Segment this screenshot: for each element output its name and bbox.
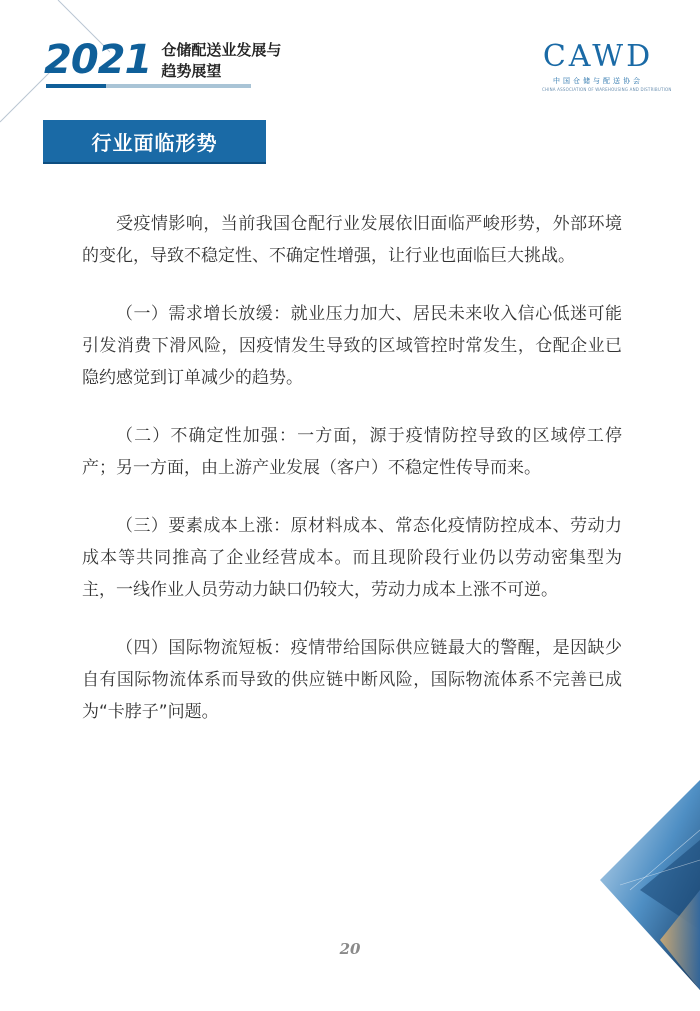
report-header: [44, 38, 281, 88]
page-number: 20: [339, 940, 361, 958]
paragraph-uncertainty: （二）不确定性加强：一方面，源于疫情防控导致的区域停工停产；另一方面，由上游产业发展（客户）不稳定性传导而来。: [82, 426, 622, 478]
paragraph-costs: （三）要素成本上涨：原材料成本、常态化疫情防控成本、劳动力成本等共同推高了企业经营成本。而且现阶段行业仍以劳动密集型为主，一线作业人员劳动力缺口仍较大，劳动力成本上涨不可逆。: [82, 516, 622, 600]
decorative-city-image: [600, 780, 700, 990]
paragraph-international: （四）国际物流短板：疫情带给国际供应链最大的警醒，是因缺少自有国际物流体系而导致的供应链中断风险，国际物流体系不完善已成为“卡脖子”问题。: [82, 638, 622, 722]
cawd-logo: [542, 39, 672, 92]
logo-english-name: CHINA ASSOCIATION OF WAREHOUSING AND DISTRIBUTION: [542, 87, 672, 92]
report-title: [161, 40, 281, 82]
report-title-line2: 趋势展望: [161, 62, 222, 80]
body-content: [82, 208, 622, 754]
report-year: 2021: [44, 37, 152, 83]
section-title: 行业面临形势: [91, 130, 218, 155]
logo-chinese-name: 中国仓储与配送协会: [553, 77, 643, 85]
paragraph-demand: （一）需求增长放缓：就业压力加大、居民未来收入信心低迷可能引发消费下滑风险，因疫情发生导致的区域管控时常发生，仓配企业已隐约感觉到订单减少的趋势。: [82, 304, 622, 388]
paragraph-intro: 受疫情影响，当前我国仓配行业发展依旧面临严峻形势，外部环境的变化，导致不稳定性、不确定性增强，让行业也面临巨大挑战。: [82, 214, 622, 266]
logo-text: CAWD: [542, 39, 654, 74]
section-title-banner: [43, 120, 266, 164]
report-title-line1: 仓储配送业发展与: [161, 41, 282, 59]
header-underline: [46, 84, 251, 88]
